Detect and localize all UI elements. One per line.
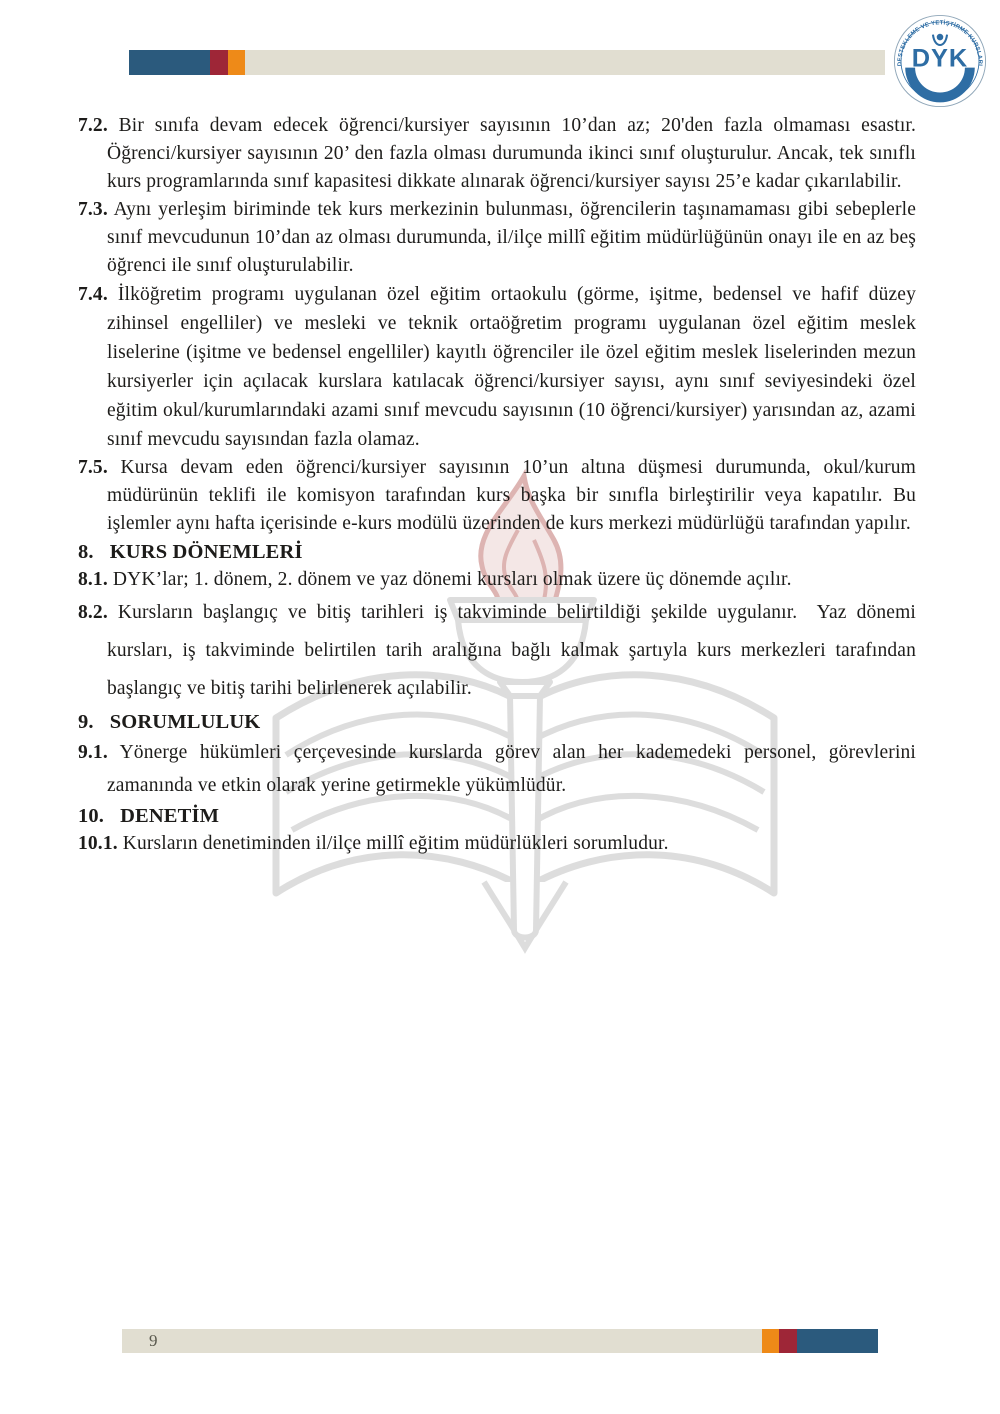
logo-arc-text: DESTEKLEME VE YETİŞTİRME KURSLARI bbox=[897, 20, 983, 67]
item-number: 8.2. bbox=[78, 602, 108, 623]
item-10-1 bbox=[78, 830, 916, 858]
item-number: 9.1. bbox=[78, 742, 108, 763]
heading-kurs-donemleri bbox=[78, 538, 916, 566]
heading-text: SORUMLULUK bbox=[109, 711, 261, 733]
item-7-2 bbox=[78, 112, 916, 196]
item-text: Kursların başlangıç ve bitiş tarihleri iş takviminde belirtildiği şekilde uygulanır. Yaz dönemi kursları, iş takviminde belirtilen tarih aralığına bağlı kalmak şartıyla kurs merkezleri tarafından başlangıç ve bitiş tarihi belirlenerek açılabilir. bbox=[107, 602, 917, 699]
header-bar-blue-segment bbox=[129, 50, 210, 75]
page-number: 9 bbox=[149, 1331, 158, 1350]
item-text: Yönerge hükümleri çerçevesinde kurslarda görev alan her kademedeki personel, görevlerini zamanında ve etkin olarak yerine getirmekle yükümlüdür. bbox=[107, 742, 916, 796]
item-number: 10.1. bbox=[78, 833, 118, 854]
item-number: 7.5. bbox=[78, 457, 108, 478]
item-7-4 bbox=[78, 280, 916, 454]
footer-bar-blue-segment bbox=[797, 1329, 878, 1353]
item-8-2 bbox=[78, 594, 916, 708]
footer-bar bbox=[122, 1329, 878, 1353]
logo-monogram: DYK bbox=[911, 44, 969, 73]
item-text: Aynı yerleşim biriminde tek kurs merkezinin bulunması, öğrencilerin taşınamaması gibi sebeplerle sınıf mevcudunun 10’dan az olması durumunda, il/ilçe millî eğitim müdürlüğünün onayı ile en az beş öğrenci ile sınıf oluşturulabilir. bbox=[107, 199, 916, 276]
item-text: Bir sınıfa devam edecek öğrenci/kursiyer sayısının 10’dan az; 20'den fazla olmaması esastır. Öğrenci/kursiyer sayısının 20’ den fazla olması durumunda ikinci sınıf oluşturulur. Ancak, tek sınıflı kurs programlarında sınıf kapasitesi dikkate alınarak öğrenci/kursiyer sayısı 25’e kadar çıkarılabilir. bbox=[107, 115, 916, 192]
item-number: 7.3. bbox=[78, 199, 108, 220]
item-7-3 bbox=[78, 196, 916, 280]
dyk-logo bbox=[893, 14, 987, 108]
heading-text: KURS DÖNEMLERİ bbox=[109, 541, 303, 563]
document-body bbox=[78, 112, 916, 858]
item-number: 7.2. bbox=[78, 115, 108, 136]
item-number: 7.4. bbox=[78, 284, 108, 305]
heading-sorumluluk bbox=[78, 708, 916, 736]
item-text: İlköğretim programı uygulanan özel eğitim ortaokulu (görme, işitme, bedensel ve hafif düzey zihinsel engelliler) ve mesleki ve teknik ortaöğretim programı uygulanan özel eğitim meslek liselerine (işitme ve bedensel engelliler) kayıtlı öğrenciler ile özel eğitim meslek liselerinden mezun kursiyerler için açılacak kurslara katılacak öğrenci/kursiyer sayısı, aynı sınıf seviyesindeki özel eğitim okul/kurumlarındaki azami sınıf mevcudu sayısının (10 öğrenci/kursiyer) yarısından az, azami sınıf mevcudu sayısından fazla olamaz. bbox=[107, 284, 916, 450]
heading-denetim bbox=[78, 802, 916, 830]
footer-bar-beige-segment bbox=[122, 1329, 762, 1353]
item-text: Kursların denetiminden il/ilçe millî eğitim müdürlükleri sorumludur. bbox=[122, 833, 669, 854]
item-9-1 bbox=[78, 736, 916, 802]
heading-number: 9. bbox=[78, 711, 94, 733]
item-8-1 bbox=[78, 566, 916, 594]
header-bar-beige-segment bbox=[245, 50, 885, 75]
header-bar-orange-segment bbox=[228, 50, 245, 75]
item-text: DYK’lar; 1. dönem, 2. dönem ve yaz dönemi kursları olmak üzere üç dönemde açılır. bbox=[112, 569, 792, 590]
item-number: 8.1. bbox=[78, 569, 108, 590]
heading-number: 10. bbox=[78, 805, 105, 827]
item-7-5 bbox=[78, 454, 916, 538]
header-bar-red-segment bbox=[210, 50, 228, 75]
item-text: Kursa devam eden öğrenci/kursiyer sayısının 10’un altına düşmesi durumunda, okul/kurum müdürünün teklifi ile komisyon tarafından kurs başka bir sınıfla birleştirilir veya kapatılır. Bu işlemler aynı hafta içerisinde e-kurs modülü üzerinden de kurs merkezi müdürlüğü tarafından yapılır. bbox=[107, 457, 916, 534]
footer-bar-red-segment bbox=[779, 1329, 797, 1353]
header-bar bbox=[129, 50, 885, 75]
footer-bar-orange-segment bbox=[762, 1329, 779, 1353]
heading-number: 8. bbox=[78, 541, 94, 563]
heading-text: DENETİM bbox=[120, 805, 220, 827]
